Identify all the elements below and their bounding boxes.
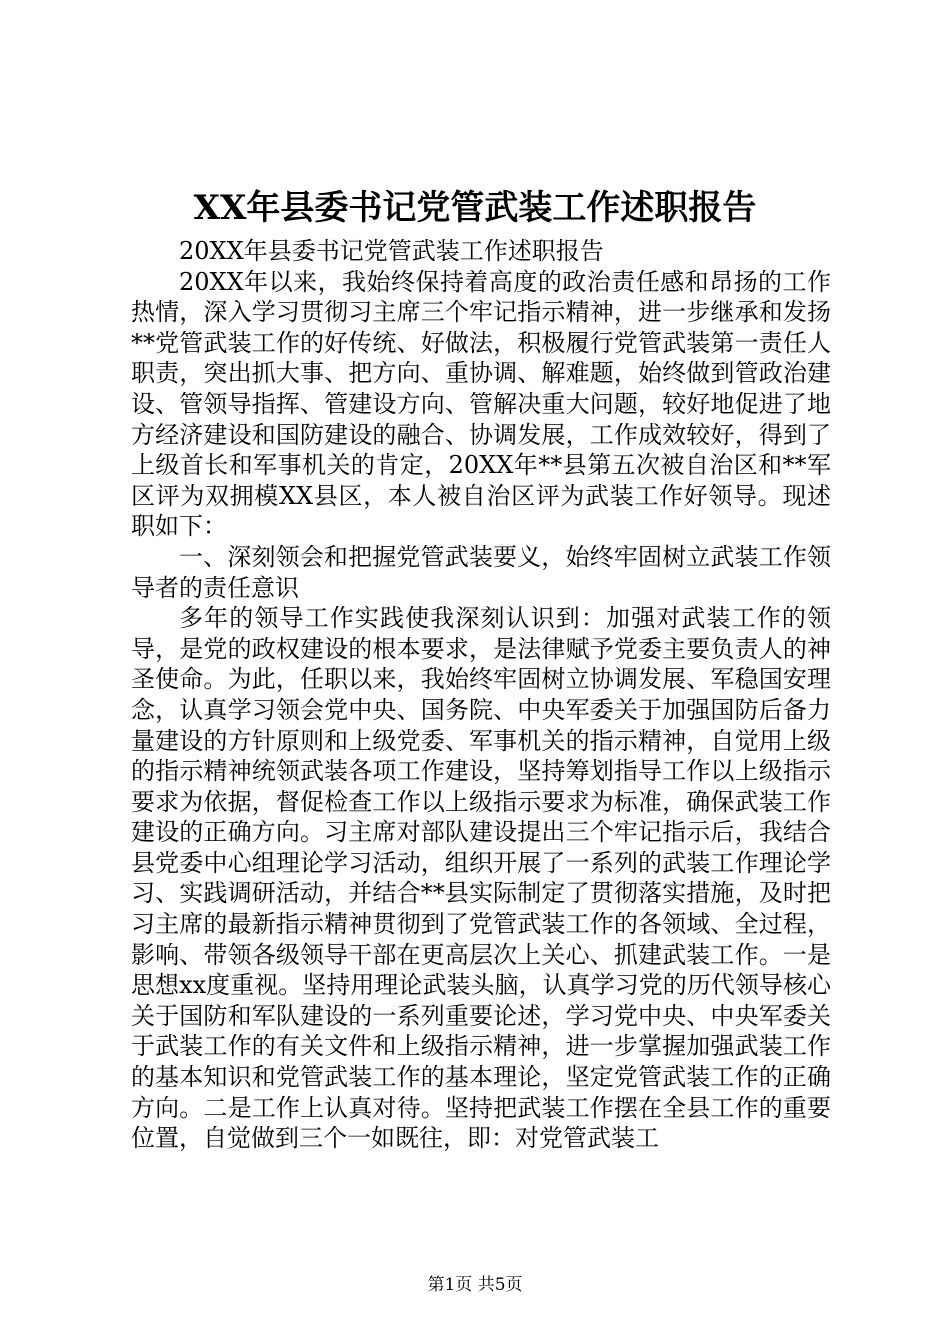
page-footer: 第1页 共5页 xyxy=(427,1275,523,1295)
document-title: XX年县委书记党管武装工作述职报告 xyxy=(193,188,757,228)
subtitle-paragraph: 20XX年县委书记党管武装工作述职报告 xyxy=(179,237,604,265)
section-1-paragraph: 多年的领导工作实践使我深刻认识到：加强对武装工作的领导，是党的政权建设的根本要求，是法律赋予党委主要负责人的神圣使命。为此，任职以来，我始终牢固树立协调发展、军稳国安理念，认真学习领会党中央、国务院、中央军委关于加强国防后备力量建设的方针原则和上级党委、军事机关的指示精神，自觉用上级的指示精神统领武装各项工作建设，坚持筹划指导工作以上级指示要求为依据，督促检查工作以上级指示要求为标准，确保武装工作建设的正确方向。习主席对部队建设提出三个牢记指示后，我结合县党委中心组理论学习活动，组织开展了一系列的武装工作理论学习、实践调研活动，并结合**县实际制定了贯彻落实措施，及时把习主席的最新指示精神贯彻到了党管武装工作的各领域、全过程，影响、带领各级领导干部在更高层次上关心、抓建武装工作。一是思想xx度重视。坚持用理论武装头脑，认真学习党的历代领导核心关于国防和军队建设的一系列重要论述，学习党中央、中央军委关于武装工作的有关文件和上级指示精神，进一步掌握加强武装工作的基本知识和党管武装工作的基本理论，坚定党管武装工作的正确方向。二是工作上认真对待。坚持把武装工作摆在全县工作的重要位置，自觉做到三个一如既往，即：对党管武装工 xyxy=(131,604,831,1153)
document-body xyxy=(131,236,831,1154)
section-heading-1: 一、深刻领会和把握党管武装要义，始终牢固树立武装工作领导者的责任意识 xyxy=(131,542,831,602)
intro-paragraph: 20XX年以来，我始终保持着高度的政治责任感和昂扬的工作热情，深入学习贯彻习主席三个牢记指示精神，进一步继承和发扬**党管武装工作的好传统、好做法，积极履行党管武装第一责任人职责，突出抓大事、把方向、重协调、解难题，始终做到管政治建设、管领导指挥、管建设方向、管解决重大问题，较好地促进了地方经济建设和国防建设的融合、协调发展，工作成效较好，得到了上级首长和军事机关的肯定，20XX年**县第五次被自治区和**军区评为双拥模XX县区，本人被自治区评为武装工作好领导。现述职如下： xyxy=(131,267,831,541)
